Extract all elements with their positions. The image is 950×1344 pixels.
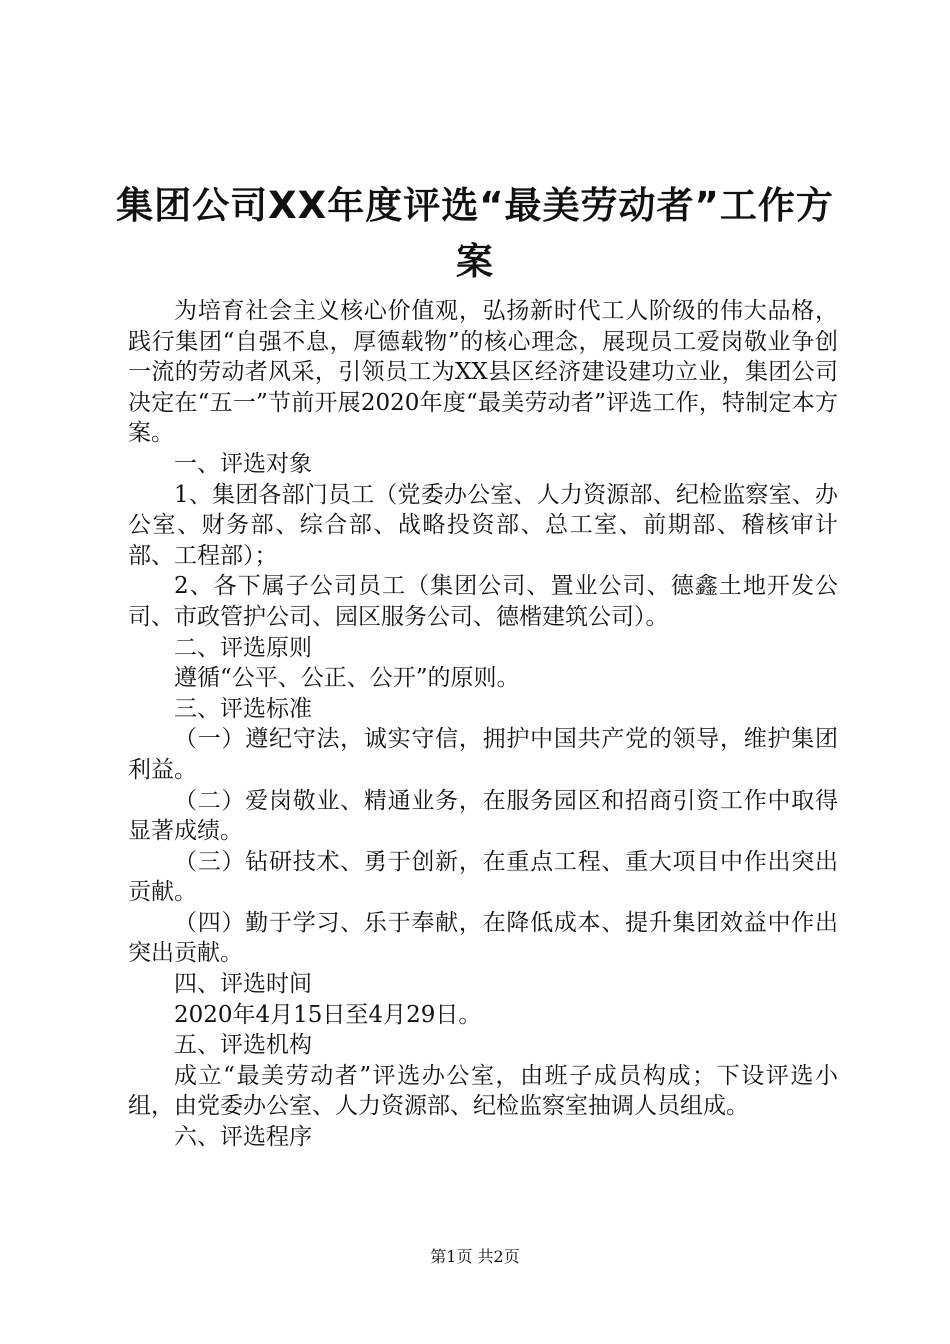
section-heading-4: 四、评选时间 xyxy=(174,971,312,998)
section-heading-3: 三、评选标准 xyxy=(174,695,312,722)
criteria-item-4: （四）勤于学习、乐于奉献，在降低成本、提升集团效益中作出突出贡献。 xyxy=(128,909,838,967)
section-heading-5: 五、评选机构 xyxy=(174,1032,312,1059)
time-paragraph: 2020年4月15日至4月29日。 xyxy=(174,1001,482,1028)
page-footer: 第1页 共2页 xyxy=(430,1247,520,1266)
list-item-2: 2、各下属子公司员工（集团公司、置业公司、德鑫土地开发公司、市政管护公司、园区服务公司、德楷建筑公司）。 xyxy=(128,573,838,630)
criteria-item-1: （一）遵纪守法，诚实守信，拥护中国共产党的领导，维护集团利益。 xyxy=(128,726,838,783)
intro-paragraph: 为培育社会主义核心价值观，弘扬新时代工人阶级的伟大品格，践行集团“自强不息，厚德载物”的核心理念，展现员工爱岗敬业争创一流的劳动者风采，引领员工为XX县区经济建设建功立业，集团公司决定在“五一”节前开展2020年度“最美劳动者”评选工作，特制定本方案。 xyxy=(128,298,838,447)
list-item-1: 1、集团各部门员工（党委办公室、人力资源部、纪检监察室、办公室、财务部、综合部、战略投资部、总工室、前期部、稽核审计部、工程部）； xyxy=(128,481,838,569)
document-body xyxy=(128,296,838,1153)
criteria-item-3: （三）钻研技术、勇于创新，在重点工程、重大项目中作出突出贡献。 xyxy=(128,848,838,906)
section-heading-6: 六、评选程序 xyxy=(174,1124,312,1151)
section-heading-1: 一、评选对象 xyxy=(174,450,312,477)
section-heading-2: 二、评选原则 xyxy=(174,634,312,661)
organization-paragraph: 成立“最美劳动者”评选办公室，由班子成员构成；下设评选小组，由党委办公室、人力资源部、纪检监察室抽调人员组成。 xyxy=(128,1062,838,1120)
criteria-item-2: （二）爱岗敬业、精通业务，在服务园区和招商引资工作中取得显著成绩。 xyxy=(128,787,838,845)
document-title: 集团公司XX年度评选“最美劳动者”工作方案 xyxy=(116,184,834,283)
principle-paragraph: 遵循“公平、公正、公开”的原则。 xyxy=(174,665,520,692)
